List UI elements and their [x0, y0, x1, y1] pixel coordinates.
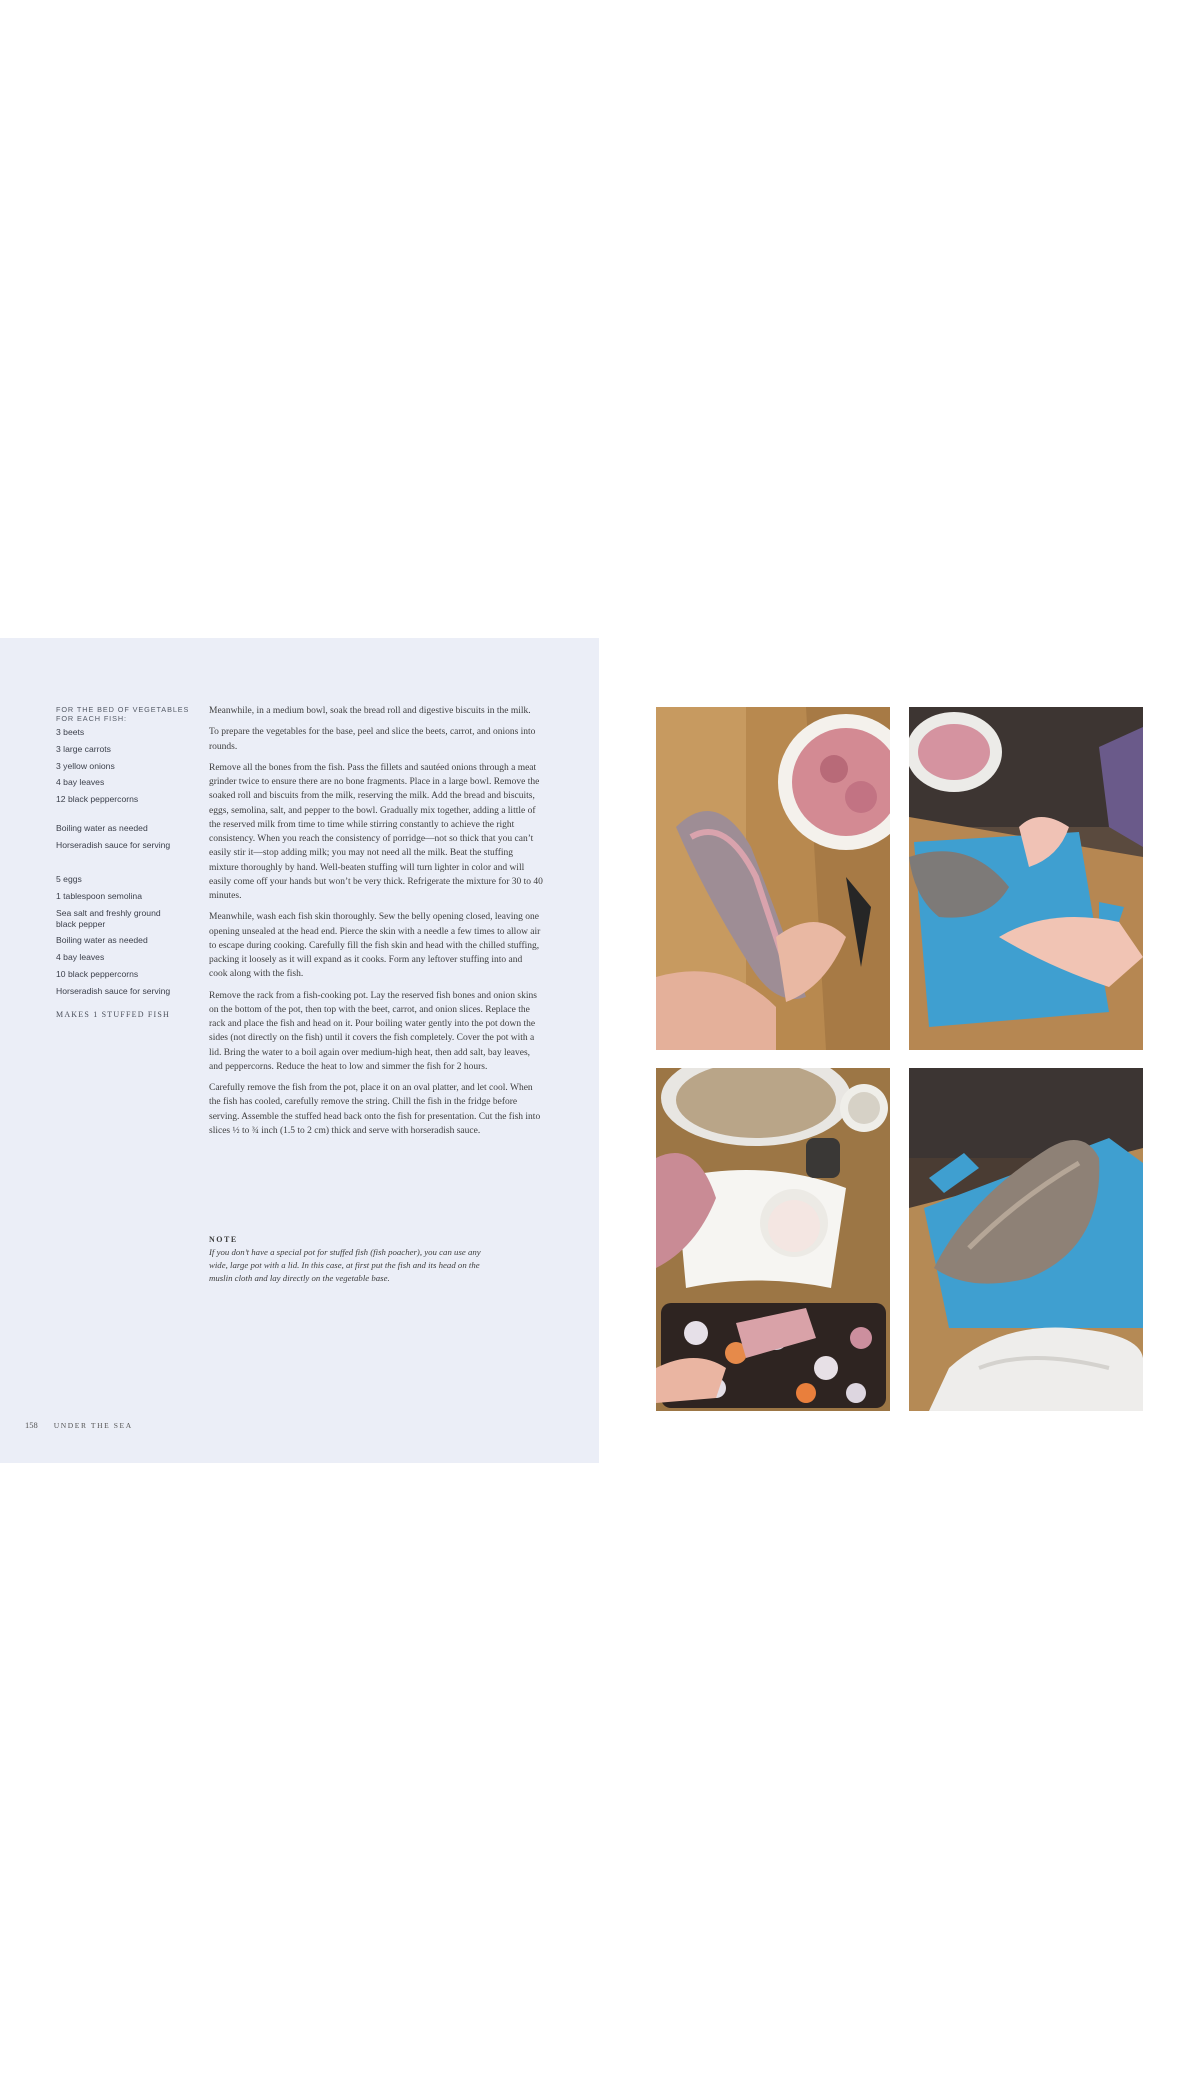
left-page — [0, 638, 599, 1463]
stuffed-fish-illustration — [909, 1068, 1143, 1411]
ingredients-header-line: FOR THE BED OF VEGETABLES — [56, 705, 190, 714]
recipe-note — [209, 1235, 499, 1284]
note-text: If you don’t have a special pot for stuffed fish (fish poacher), you can use any wide, large pot with a lid. In this case, at first put the fish and its head on the muslin cloth and lay directly on the vegetable base. — [209, 1247, 481, 1283]
vegetable-list — [56, 727, 196, 805]
page-number: 158 — [25, 1420, 38, 1430]
preparation-overhead-photo — [656, 1068, 890, 1411]
ingredient-item: Horseradish sauce for serving — [56, 985, 171, 996]
extras-list — [56, 823, 196, 850]
method-column — [209, 704, 543, 1145]
method-paragraph: Carefully remove the fish from the pot, place it on an oval platter, and let cool. When the fish has cooled, carefully remove the string. Chill the fish in the fridge before serving. Assemble the stuffed head back onto the fish for presentation. Cut the fish into slices ½ to ¾ inch (1.5 to 2 cm) thick and serve with horseradish sauce. — [209, 1083, 541, 1136]
section-title: UNDER THE SEA — [53, 1421, 133, 1430]
fish-skin-photo — [656, 707, 890, 1050]
sewing-fish-photo — [909, 707, 1143, 1050]
sewing-fish-illustration — [909, 707, 1143, 1050]
method-paragraph: Meanwhile, in a medium bowl, soak the bread roll and digestive biscuits in the milk. — [209, 706, 531, 716]
ingredient-item: Sea salt and freshly ground black pepper — [56, 907, 161, 929]
ingredients-column — [56, 705, 196, 1020]
book-spread — [0, 638, 1200, 1463]
method-paragraph: Remove the rack from a fish-cooking pot. Lay the reserved fish bones and onion skins on the bottom of the pot, then top with the beet, carrot, and onion slices. Replace the rack and place the fish and head on it. Pour boiling water gently into the pot down the sides (not directly on the fish) until it covers the fish completely. Cover the pot with a lid. Bring the water to a boil again over medium-high heat, then add salt, bay leaves, and peppercorns. Reduce the heat to low and simmer the fish for 2 hours. — [209, 990, 537, 1072]
ingredients-header-line: FOR EACH FISH: — [56, 714, 127, 724]
method-paragraph: To prepare the vegetables for the base, peel and slice the beets, carrot, and onions into rounds. — [209, 727, 536, 752]
recipe-yield: MAKES 1 STUFFED FISH — [56, 1010, 171, 1020]
ingredients-header — [56, 705, 196, 723]
method-paragraph: Meanwhile, wash each fish skin thoroughly. Sew the belly opening closed, leaving one opening unsealed at the head end. Pierce the skin with a needle a few times to allow air to escape during cooking. Carefully fill the fish skin and head with the chilled stuffing, packing it loosely as it will expand as it cooks. Form any leftover stuffing into and cook along with the fish. — [209, 912, 541, 980]
stuffed-fish-photo — [909, 1068, 1143, 1411]
page-footer — [25, 1420, 133, 1430]
right-page — [599, 638, 1200, 1463]
ingredient-item: Horseradish sauce for serving — [56, 839, 171, 850]
preparation-overhead-illustration — [656, 1068, 890, 1411]
ingredient-item: 3 large carrots — [56, 743, 111, 754]
ingredient-item: 5 eggs — [56, 874, 82, 885]
stuffing-list — [56, 874, 196, 996]
fish-skin-illustration — [656, 707, 890, 1050]
note-title: NOTE — [209, 1235, 238, 1244]
ingredient-item: Boiling water as needed — [56, 822, 148, 833]
ingredient-item: 1 tablespoon semolina — [56, 891, 142, 902]
ingredient-item: Boiling water as needed — [56, 935, 148, 946]
method-paragraph: Remove all the bones from the fish. Pass the fillets and sautéed onions through a meat grinder twice to ensure there are no bone fragments. Place in a large bowl. Remove the soaked roll and biscuits from the milk, reserving the milk. Add the bread and biscuits, eggs, semolina, salt, and pepper to the bowl. Gradually mix together, adding a little of the reserved milk from time to time while stirring constantly to achieve the right consistency. When you reach the consistency of porridge—not so thick that you can’t easily stir it—stop adding milk; you may not need all the milk. Beat the stuffing mixture thoroughly by hand. Well-beaten stuffing will turn lighter in color and will easily come off your hands but won’t be very thick. Refrigerate the mixture for 30 to 40 minutes. — [209, 762, 543, 901]
ingredient-item: 10 black peppercorns — [56, 968, 139, 979]
ingredient-item: 3 beets — [56, 727, 85, 738]
ingredient-item: 12 black peppercorns — [56, 794, 139, 805]
ingredient-item: 4 bay leaves — [56, 777, 105, 788]
ingredient-item: 4 bay leaves — [56, 952, 105, 963]
ingredient-item: 3 yellow onions — [56, 760, 115, 771]
